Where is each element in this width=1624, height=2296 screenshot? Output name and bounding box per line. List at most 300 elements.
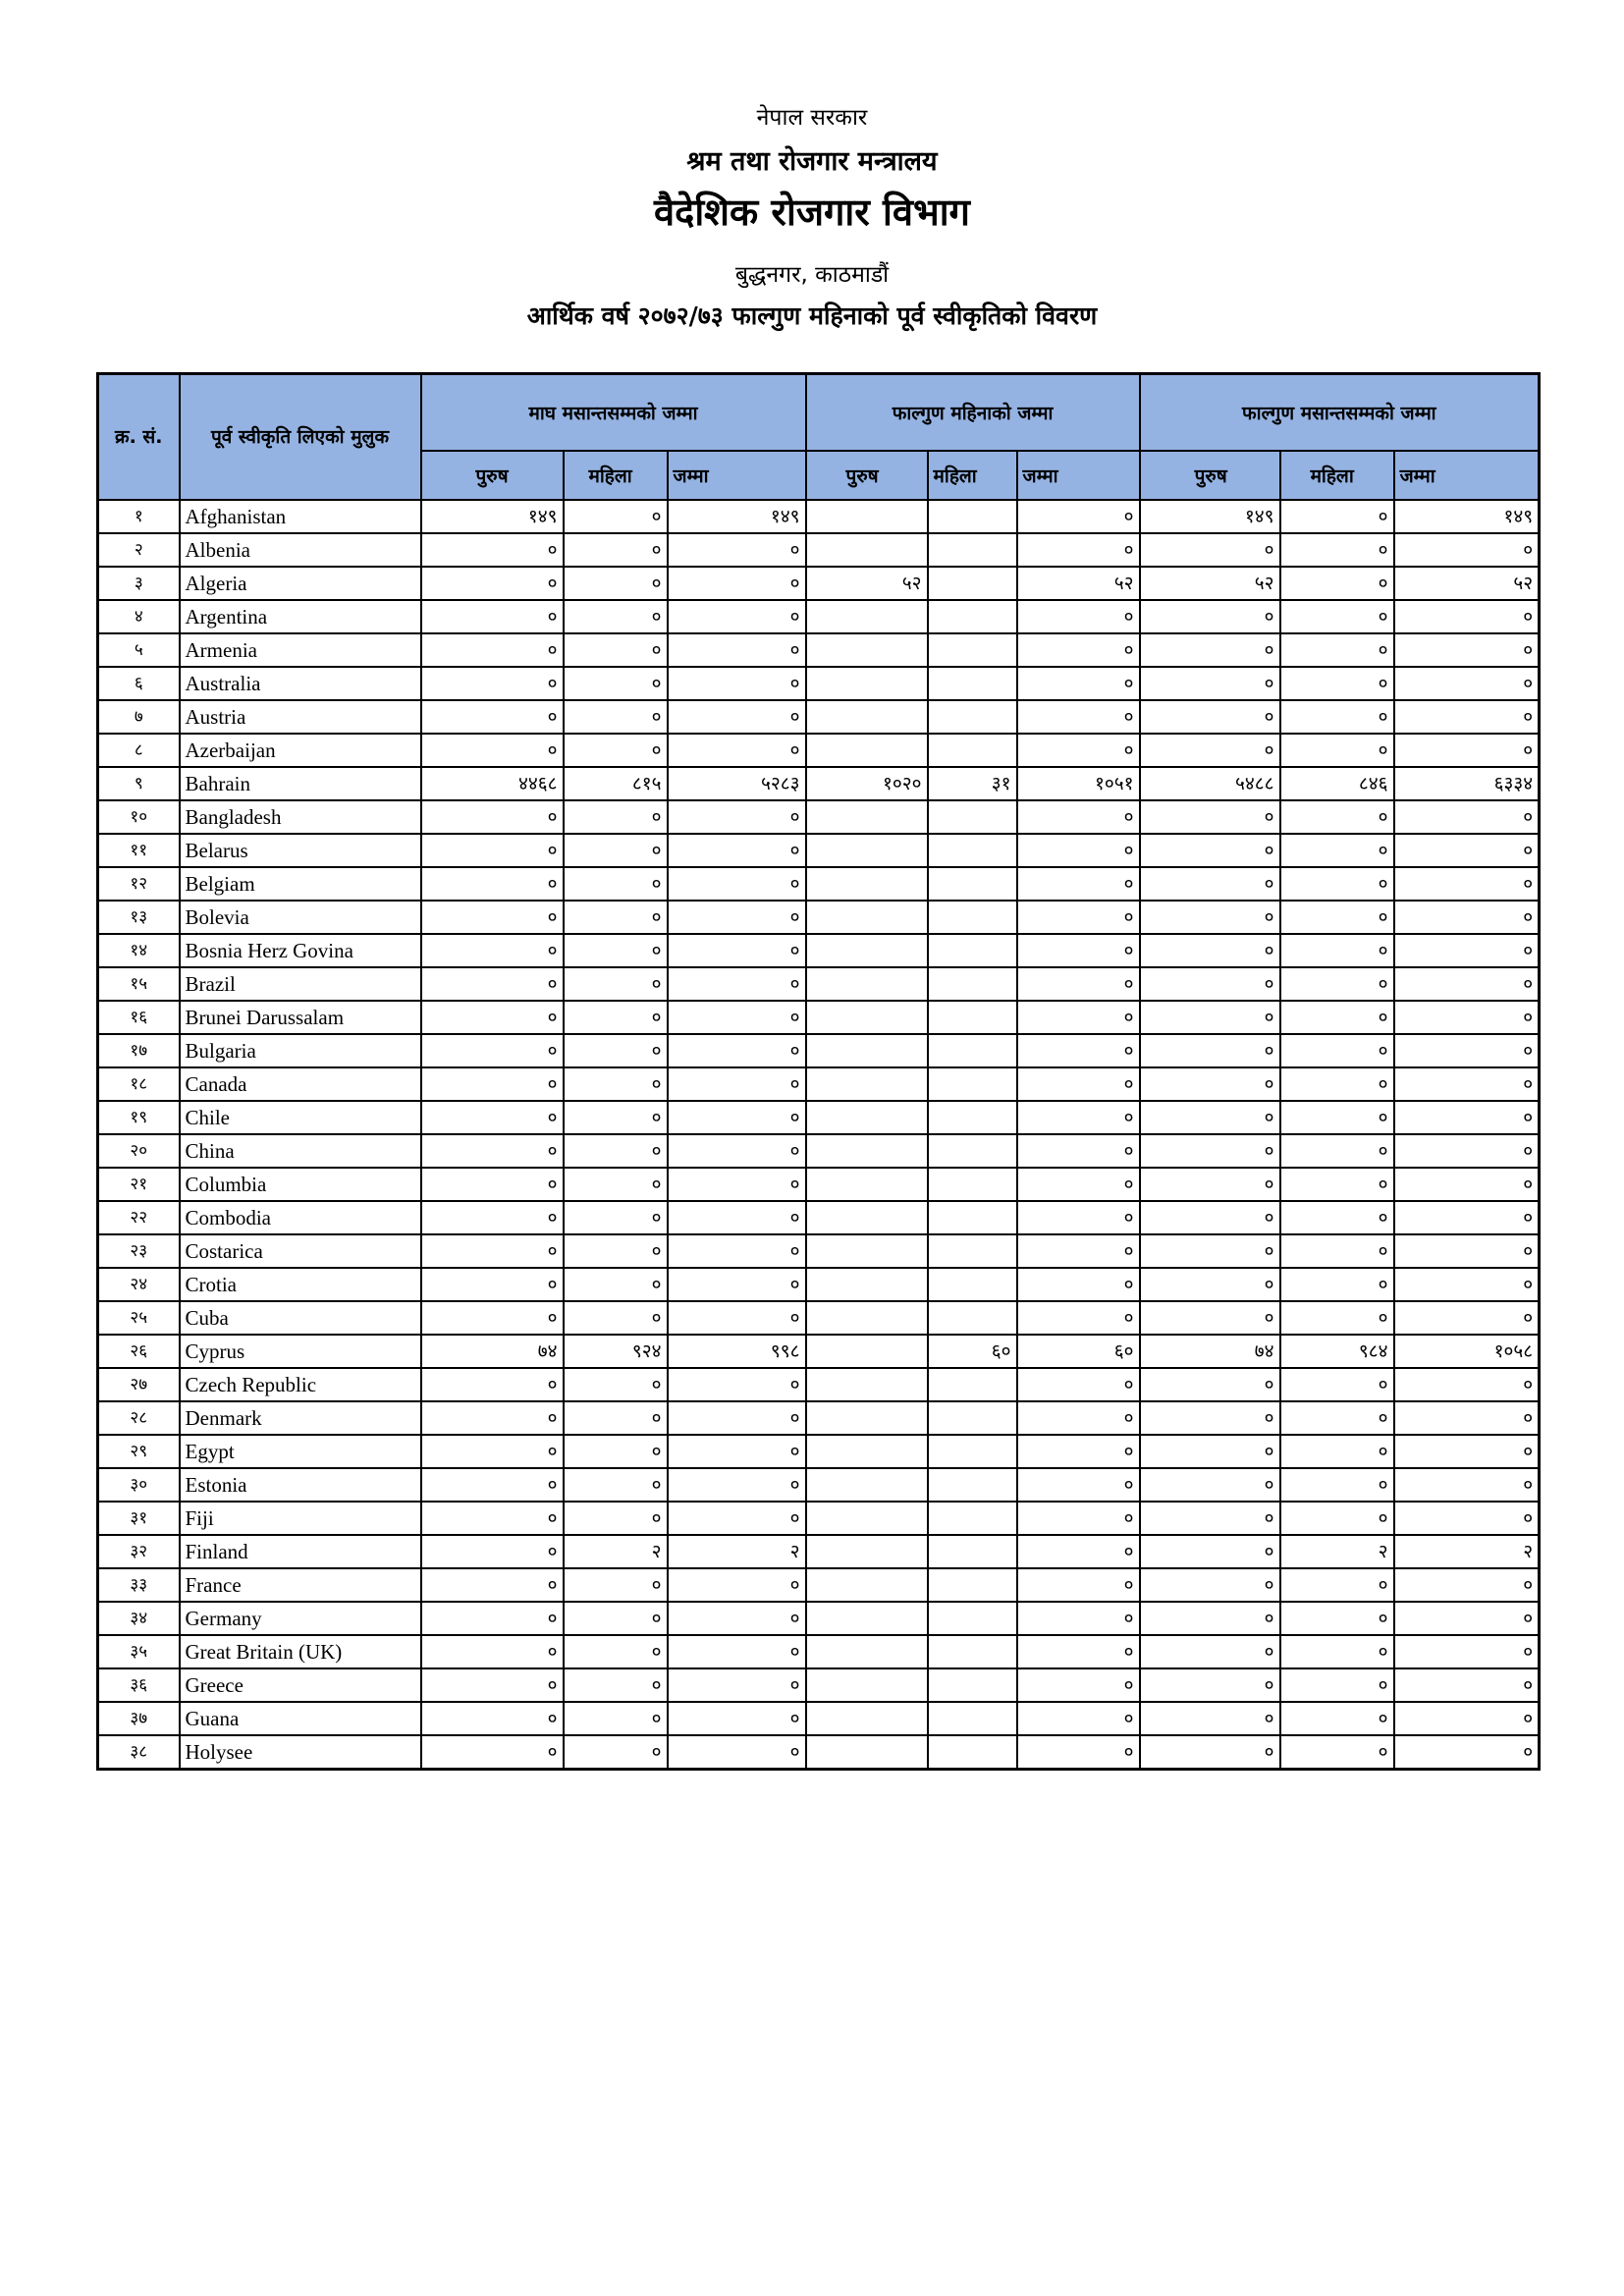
cumulative-male-cell: ०	[1140, 1735, 1280, 1770]
cumulative-total-cell: ०	[1394, 867, 1540, 901]
serial-number-cell: ३६	[98, 1668, 180, 1702]
magh-male-cell: ०	[421, 834, 564, 867]
magh-total-cell: ०	[668, 1435, 806, 1468]
falgun-male-cell	[806, 1101, 928, 1134]
cumulative-male-cell: ०	[1140, 1468, 1280, 1502]
magh-female-cell: ०	[564, 1201, 668, 1234]
falgun-female-cell	[928, 1401, 1017, 1435]
falgun-total-cell: ०	[1017, 1301, 1140, 1335]
magh-male-cell: ०	[421, 967, 564, 1001]
falgun-total-cell: ०	[1017, 500, 1140, 533]
cumulative-female-cell: ०	[1280, 1435, 1394, 1468]
cumulative-female-cell: ०	[1280, 1668, 1394, 1702]
cumulative-female-cell: ०	[1280, 667, 1394, 700]
magh-male-cell: ०	[421, 1234, 564, 1268]
cumulative-male-cell: ०	[1140, 1702, 1280, 1735]
magh-female-cell: ०	[564, 700, 668, 734]
cumulative-male-cell: ०	[1140, 600, 1280, 633]
cumulative-total-cell: ५२	[1394, 567, 1540, 600]
table-row	[98, 767, 1540, 800]
serial-number-cell: १६	[98, 1001, 180, 1034]
country-name-cell: Argentina	[180, 600, 421, 633]
magh-female-cell: ०	[564, 1134, 668, 1168]
cumulative-male-cell: ०	[1140, 834, 1280, 867]
cumulative-female-cell: ०	[1280, 834, 1394, 867]
cumulative-male-cell: ५४८८	[1140, 767, 1280, 800]
cumulative-total-cell: ०	[1394, 1602, 1540, 1635]
cumulative-total-cell: ०	[1394, 1468, 1540, 1502]
cumulative-male-cell: ०	[1140, 800, 1280, 834]
falgun-male-cell	[806, 533, 928, 567]
country-name-cell: Belgiam	[180, 867, 421, 901]
falgun-total-cell: ०	[1017, 1368, 1140, 1401]
table-row	[98, 800, 1540, 834]
falgun-male-cell	[806, 1368, 928, 1401]
serial-number-cell: ८	[98, 734, 180, 767]
cumulative-female-cell: ०	[1280, 1602, 1394, 1635]
falgun-female-cell	[928, 1134, 1017, 1168]
government-name: नेपाल सरकार	[756, 105, 868, 131]
magh-male-cell: ०	[421, 567, 564, 600]
table-row	[98, 700, 1540, 734]
country-name-cell: Denmark	[180, 1401, 421, 1435]
falgun-female-cell	[928, 1468, 1017, 1502]
cumulative-male-cell: ०	[1140, 1401, 1280, 1435]
falgun-female-cell	[928, 1602, 1017, 1635]
cumulative-total-cell: ०	[1394, 1234, 1540, 1268]
serial-number-cell: ३५	[98, 1635, 180, 1668]
falgun-female-cell	[928, 1268, 1017, 1301]
serial-number-cell: ३२	[98, 1535, 180, 1568]
table-row	[98, 1034, 1540, 1067]
cumulative-total-cell: ०	[1394, 800, 1540, 834]
falgun-female-cell	[928, 1668, 1017, 1702]
cumulative-female-cell: ०	[1280, 1067, 1394, 1101]
country-name-cell: Afghanistan	[180, 500, 421, 533]
falgun-female-cell	[928, 1234, 1017, 1268]
magh-female-cell: ०	[564, 1001, 668, 1034]
serial-number-cell: ३१	[98, 1502, 180, 1535]
cumulative-male-cell: ०	[1140, 1234, 1280, 1268]
country-name-cell: Czech Republic	[180, 1368, 421, 1401]
magh-total-cell: ०	[668, 1635, 806, 1668]
country-name-cell: Combodia	[180, 1201, 421, 1234]
cumulative-total-cell: ०	[1394, 1201, 1540, 1234]
falgun-total-cell: ०	[1017, 700, 1140, 734]
cumulative-male-cell: ०	[1140, 533, 1280, 567]
country-name-cell: Guana	[180, 1702, 421, 1735]
falgun-male-cell	[806, 667, 928, 700]
falgun-male-cell	[806, 1034, 928, 1067]
serial-number-cell: ५	[98, 633, 180, 667]
cumulative-male-cell: ०	[1140, 901, 1280, 934]
table-row	[98, 1735, 1540, 1770]
cumulative-female-cell: ०	[1280, 1268, 1394, 1301]
table-body	[98, 500, 1540, 1770]
table-row	[98, 633, 1540, 667]
falgun-female-cell	[928, 1101, 1017, 1134]
falgun-total-cell: ०	[1017, 667, 1140, 700]
magh-male-cell: ४४६८	[421, 767, 564, 800]
magh-female-cell: ०	[564, 1668, 668, 1702]
cumulative-female-cell: ०	[1280, 533, 1394, 567]
serial-number-cell: ३७	[98, 1702, 180, 1735]
magh-total-cell: १४९	[668, 500, 806, 533]
magh-total-cell: ०	[668, 1401, 806, 1435]
country-name-cell: Armenia	[180, 633, 421, 667]
magh-male-cell: ०	[421, 1168, 564, 1201]
ministry-name: श्रम तथा रोजगार मन्त्रालय	[686, 146, 938, 177]
cumulative-female-cell: ०	[1280, 1401, 1394, 1435]
cumulative-female-cell: ०	[1280, 1134, 1394, 1168]
falgun-female-cell	[928, 533, 1017, 567]
table-row	[98, 1168, 1540, 1201]
table-row	[98, 567, 1540, 600]
falgun-female-cell	[928, 1201, 1017, 1234]
table-row	[98, 1435, 1540, 1468]
cumulative-total-cell: ०	[1394, 1101, 1540, 1134]
cumulative-male-cell: ०	[1140, 1067, 1280, 1101]
table-row	[98, 867, 1540, 901]
magh-total-cell: ०	[668, 867, 806, 901]
country-name-cell: Cyprus	[180, 1335, 421, 1368]
country-name-cell: Algeria	[180, 567, 421, 600]
falgun-female-cell: ३१	[928, 767, 1017, 800]
cumulative-female-cell: ०	[1280, 1702, 1394, 1735]
magh-female-cell: ०	[564, 1234, 668, 1268]
cumulative-female-cell: ०	[1280, 1468, 1394, 1502]
cumulative-total-cell: ०	[1394, 1735, 1540, 1770]
magh-male-cell: ०	[421, 1568, 564, 1602]
cumulative-female-cell: ०	[1280, 1635, 1394, 1668]
magh-male-cell: ०	[421, 1368, 564, 1401]
cumulative-total-cell: ०	[1394, 901, 1540, 934]
magh-female-cell: २	[564, 1535, 668, 1568]
cumulative-male-cell: ५२	[1140, 567, 1280, 600]
cumulative-female-cell: ०	[1280, 934, 1394, 967]
cumulative-male-cell: ०	[1140, 1435, 1280, 1468]
magh-male-cell: ०	[421, 734, 564, 767]
falgun-male-cell	[806, 1268, 928, 1301]
table-row	[98, 1368, 1540, 1401]
cumulative-total-cell: ०	[1394, 667, 1540, 700]
table-row	[98, 1702, 1540, 1735]
cumulative-female-cell: २	[1280, 1535, 1394, 1568]
cumulative-female-cell: ०	[1280, 1568, 1394, 1602]
falgun-male-cell	[806, 1401, 928, 1435]
falgun-female-cell	[928, 901, 1017, 934]
serial-number-cell: २३	[98, 1234, 180, 1268]
serial-number-cell: २८	[98, 1401, 180, 1435]
table-row	[98, 1301, 1540, 1335]
country-name-cell: Albenia	[180, 533, 421, 567]
cumulative-female-cell: ०	[1280, 1201, 1394, 1234]
magh-total-cell: ०	[668, 633, 806, 667]
country-name-cell: Crotia	[180, 1268, 421, 1301]
falgun-male-cell	[806, 967, 928, 1001]
falgun-female-cell	[928, 567, 1017, 600]
cumulative-female-cell: ०	[1280, 867, 1394, 901]
falgun-total-cell: ०	[1017, 901, 1140, 934]
cumulative-total-cell: ०	[1394, 1702, 1540, 1735]
magh-female-cell: ०	[564, 967, 668, 1001]
falgun-female-cell	[928, 1168, 1017, 1201]
falgun-female-cell	[928, 1635, 1017, 1668]
cumulative-male-cell: ०	[1140, 1034, 1280, 1067]
cumulative-total-cell: ०	[1394, 1568, 1540, 1602]
magh-total-cell: ०	[668, 1067, 806, 1101]
falgun-male-cell	[806, 800, 928, 834]
falgun-total-cell: ०	[1017, 1034, 1140, 1067]
falgun-total-cell: ०	[1017, 1568, 1140, 1602]
falgun-male-cell	[806, 1301, 928, 1335]
cumulative-female-cell: ०	[1280, 1301, 1394, 1335]
magh-total-cell: ०	[668, 901, 806, 934]
country-name-cell: Bangladesh	[180, 800, 421, 834]
serial-number-cell: १४	[98, 934, 180, 967]
country-name-cell: France	[180, 1568, 421, 1602]
magh-female-cell: ०	[564, 1034, 668, 1067]
magh-male-cell: ०	[421, 1468, 564, 1502]
subheader-female: महिला	[1280, 451, 1394, 500]
magh-total-cell: ०	[668, 1368, 806, 1401]
country-name-cell: Fiji	[180, 1502, 421, 1535]
serial-number-cell: १५	[98, 967, 180, 1001]
group-header-falgun-cumulative: फाल्गुण मसान्तसम्मको जम्मा	[1140, 374, 1540, 452]
falgun-total-cell: १०५१	[1017, 767, 1140, 800]
magh-total-cell: ०	[668, 1134, 806, 1168]
cumulative-male-cell: ०	[1140, 1168, 1280, 1201]
falgun-female-cell	[928, 1034, 1017, 1067]
magh-male-cell: ०	[421, 533, 564, 567]
magh-total-cell: ०	[668, 1668, 806, 1702]
magh-male-cell: ०	[421, 1034, 564, 1067]
falgun-total-cell: ०	[1017, 1067, 1140, 1101]
table-header-row	[98, 374, 1540, 452]
falgun-female-cell	[928, 633, 1017, 667]
cumulative-total-cell: ०	[1394, 1001, 1540, 1034]
falgun-total-cell: ०	[1017, 800, 1140, 834]
country-name-cell: Canada	[180, 1067, 421, 1101]
falgun-total-cell: ०	[1017, 1168, 1140, 1201]
magh-male-cell: ०	[421, 1268, 564, 1301]
falgun-female-cell	[928, 1435, 1017, 1468]
falgun-male-cell	[806, 1635, 928, 1668]
cumulative-total-cell: १४९	[1394, 500, 1540, 533]
magh-total-cell: ०	[668, 734, 806, 767]
falgun-male-cell	[806, 1668, 928, 1702]
country-name-cell: Australia	[180, 667, 421, 700]
cumulative-male-cell: ०	[1140, 667, 1280, 700]
table-row	[98, 1668, 1540, 1702]
magh-total-cell: ०	[668, 1201, 806, 1234]
falgun-total-cell: ०	[1017, 934, 1140, 967]
magh-male-cell: ०	[421, 1067, 564, 1101]
falgun-total-cell: ०	[1017, 1134, 1140, 1168]
cumulative-male-cell: ०	[1140, 700, 1280, 734]
table-row	[98, 533, 1540, 567]
cumulative-female-cell: ०	[1280, 1368, 1394, 1401]
magh-female-cell: ०	[564, 1101, 668, 1134]
cumulative-total-cell: ०	[1394, 1635, 1540, 1668]
cumulative-male-cell: ०	[1140, 1635, 1280, 1668]
country-header: पूर्व स्वीकृति लिएको मुलुक	[180, 374, 421, 501]
magh-total-cell: ०	[668, 600, 806, 633]
falgun-female-cell	[928, 1368, 1017, 1401]
falgun-total-cell: ०	[1017, 1668, 1140, 1702]
cumulative-total-cell: ०	[1394, 1034, 1540, 1067]
magh-female-cell: ०	[564, 500, 668, 533]
table-row	[98, 1101, 1540, 1134]
cumulative-total-cell: ०	[1394, 934, 1540, 967]
falgun-male-cell	[806, 1535, 928, 1568]
falgun-male-cell	[806, 633, 928, 667]
table-row	[98, 667, 1540, 700]
magh-female-cell: ९२४	[564, 1335, 668, 1368]
cumulative-total-cell: ०	[1394, 1368, 1540, 1401]
table-row	[98, 1134, 1540, 1168]
magh-female-cell: ०	[564, 1435, 668, 1468]
table-row	[98, 1201, 1540, 1234]
magh-male-cell: ०	[421, 1602, 564, 1635]
magh-male-cell: ०	[421, 667, 564, 700]
country-name-cell: Bulgaria	[180, 1034, 421, 1067]
falgun-female-cell	[928, 800, 1017, 834]
magh-total-cell: ०	[668, 533, 806, 567]
magh-total-cell: ९९८	[668, 1335, 806, 1368]
falgun-total-cell: ०	[1017, 533, 1140, 567]
report-title: आर्थिक वर्ष २०७२/७३ फाल्गुण महिनाको पूर्व स्वीकृतिको विवरण	[526, 301, 1098, 330]
magh-male-cell: ०	[421, 633, 564, 667]
cumulative-male-cell: ०	[1140, 1301, 1280, 1335]
falgun-female-cell	[928, 734, 1017, 767]
falgun-male-cell	[806, 1502, 928, 1535]
magh-female-cell: ०	[564, 1468, 668, 1502]
table-row	[98, 967, 1540, 1001]
magh-female-cell: ०	[564, 1568, 668, 1602]
country-name-cell: Brunei Darussalam	[180, 1001, 421, 1034]
magh-male-cell: ०	[421, 700, 564, 734]
table-row	[98, 1535, 1540, 1568]
serial-number-cell: १०	[98, 800, 180, 834]
table-row	[98, 500, 1540, 533]
falgun-total-cell: ०	[1017, 633, 1140, 667]
cumulative-male-cell: ०	[1140, 1134, 1280, 1168]
falgun-male-cell	[806, 1067, 928, 1101]
magh-total-cell: ०	[668, 967, 806, 1001]
falgun-female-cell	[928, 1702, 1017, 1735]
magh-total-cell: ०	[668, 1234, 806, 1268]
magh-male-cell: ०	[421, 1668, 564, 1702]
country-name-cell: Great Britain (UK)	[180, 1635, 421, 1668]
falgun-total-cell: ०	[1017, 1401, 1140, 1435]
cumulative-female-cell: ०	[1280, 901, 1394, 934]
cumulative-female-cell: ०	[1280, 633, 1394, 667]
country-name-cell: Bolevia	[180, 901, 421, 934]
magh-male-cell: ०	[421, 901, 564, 934]
falgun-female-cell: ६०	[928, 1335, 1017, 1368]
magh-female-cell: ०	[564, 1735, 668, 1770]
magh-female-cell: ०	[564, 1268, 668, 1301]
cumulative-total-cell: ०	[1394, 734, 1540, 767]
falgun-female-cell	[928, 1735, 1017, 1770]
table-row	[98, 1635, 1540, 1668]
country-name-cell: Austria	[180, 700, 421, 734]
table-row	[98, 1568, 1540, 1602]
falgun-female-cell	[928, 834, 1017, 867]
cumulative-male-cell: ०	[1140, 1502, 1280, 1535]
magh-male-cell: ०	[421, 1635, 564, 1668]
falgun-total-cell: ०	[1017, 1234, 1140, 1268]
falgun-female-cell	[928, 1067, 1017, 1101]
magh-female-cell: ०	[564, 1301, 668, 1335]
serial-number-cell: १३	[98, 901, 180, 934]
table-row	[98, 1234, 1540, 1268]
falgun-female-cell	[928, 867, 1017, 901]
falgun-female-cell	[928, 1301, 1017, 1335]
office-address: बुद्धनगर, काठमाडौं	[734, 262, 890, 288]
country-name-cell: Bahrain	[180, 767, 421, 800]
cumulative-male-cell: ०	[1140, 1568, 1280, 1602]
falgun-male-cell	[806, 1335, 928, 1368]
cumulative-female-cell: ०	[1280, 1034, 1394, 1067]
document-header	[0, 98, 1624, 334]
cumulative-total-cell: १०५८	[1394, 1335, 1540, 1368]
cumulative-total-cell: ०	[1394, 1668, 1540, 1702]
magh-female-cell: ०	[564, 1067, 668, 1101]
falgun-male-cell	[806, 1468, 928, 1502]
serial-number-cell: २४	[98, 1268, 180, 1301]
country-name-cell: Bosnia Herz Govina	[180, 934, 421, 967]
country-name-cell: Belarus	[180, 834, 421, 867]
serial-number-cell: २६	[98, 1335, 180, 1368]
cumulative-male-cell: ०	[1140, 1668, 1280, 1702]
cumulative-total-cell: ०	[1394, 1435, 1540, 1468]
falgun-female-cell	[928, 1535, 1017, 1568]
cumulative-total-cell: ०	[1394, 1067, 1540, 1101]
cumulative-female-cell: ०	[1280, 700, 1394, 734]
group-header-magh: माघ मसान्तसम्मको जम्मा	[421, 374, 806, 452]
falgun-total-cell: ०	[1017, 967, 1140, 1001]
falgun-male-cell: १०२०	[806, 767, 928, 800]
serial-number-cell: १२	[98, 867, 180, 901]
magh-female-cell: ०	[564, 667, 668, 700]
cumulative-total-cell: ६३३४	[1394, 767, 1540, 800]
falgun-total-cell: ०	[1017, 834, 1140, 867]
cumulative-female-cell: ०	[1280, 967, 1394, 1001]
falgun-total-cell: ०	[1017, 1201, 1140, 1234]
cumulative-male-cell: ०	[1140, 633, 1280, 667]
serial-number-cell: २	[98, 533, 180, 567]
subheader-female: महिला	[928, 451, 1017, 500]
cumulative-female-cell: ०	[1280, 734, 1394, 767]
country-name-cell: China	[180, 1134, 421, 1168]
serial-number-cell: १	[98, 500, 180, 533]
table-row	[98, 1268, 1540, 1301]
falgun-total-cell: ०	[1017, 1602, 1140, 1635]
magh-total-cell: ०	[668, 1502, 806, 1535]
magh-total-cell: ०	[668, 1602, 806, 1635]
magh-female-cell: ०	[564, 834, 668, 867]
magh-total-cell: ०	[668, 1268, 806, 1301]
table-row	[98, 934, 1540, 967]
magh-total-cell: ०	[668, 1702, 806, 1735]
falgun-total-cell: ०	[1017, 600, 1140, 633]
cumulative-female-cell: ०	[1280, 1101, 1394, 1134]
cumulative-female-cell: ०	[1280, 1735, 1394, 1770]
cumulative-female-cell: ०	[1280, 1001, 1394, 1034]
falgun-male-cell	[806, 934, 928, 967]
